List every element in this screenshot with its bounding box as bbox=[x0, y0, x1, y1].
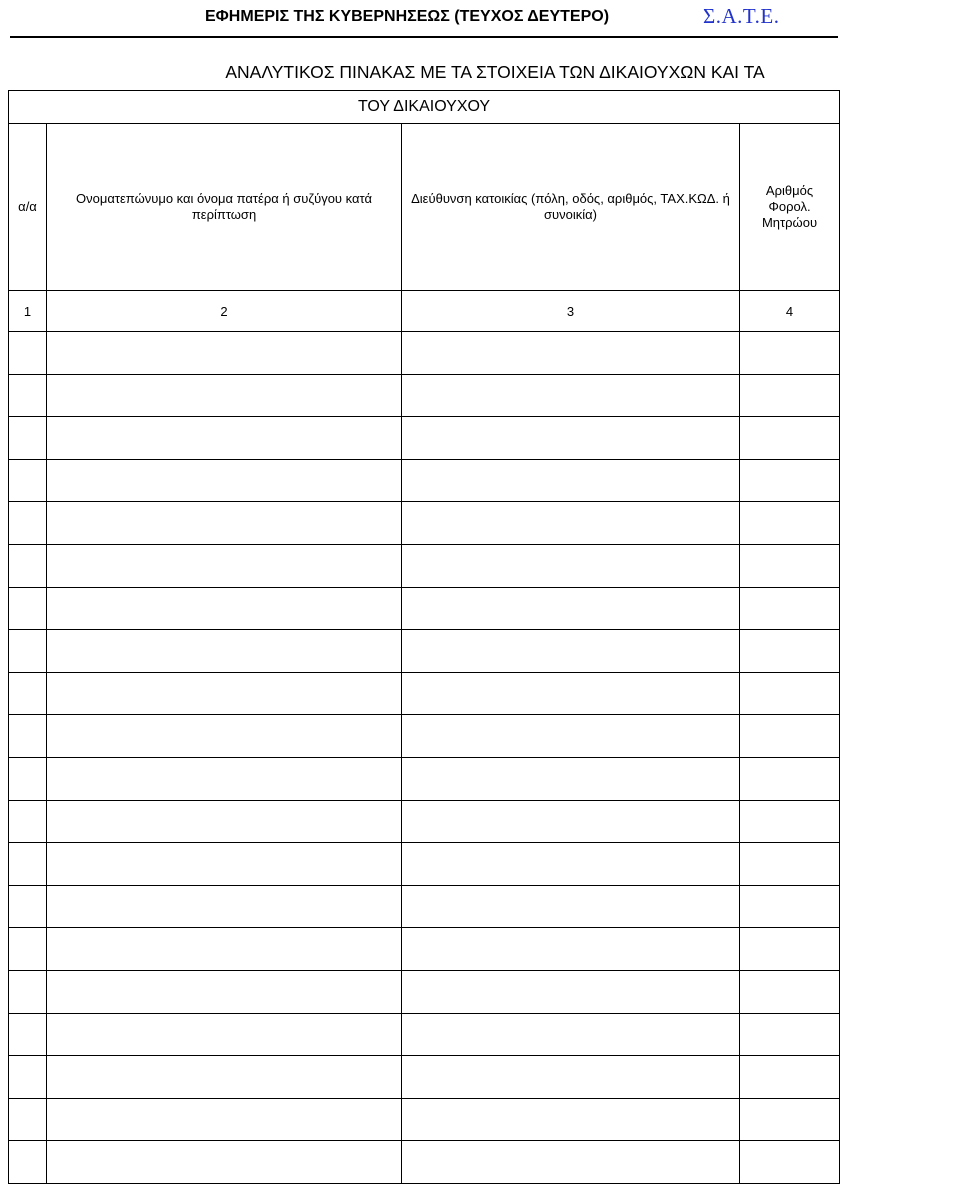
table-cell bbox=[740, 1056, 840, 1099]
table-cell bbox=[9, 1141, 47, 1184]
table-cell bbox=[9, 544, 47, 587]
table-row bbox=[9, 715, 840, 758]
table-row bbox=[9, 672, 840, 715]
table-cell bbox=[740, 885, 840, 928]
table-cell bbox=[402, 332, 740, 375]
table-row bbox=[9, 417, 840, 460]
table-row bbox=[9, 544, 840, 587]
table-cell bbox=[740, 715, 840, 758]
column-header-address: Διεύθυνση κατοικίας (πόλη, οδός, αριθμός, ΤΑΧ.ΚΩΔ. ή συνοικία) bbox=[402, 124, 740, 291]
table-cell bbox=[402, 1013, 740, 1056]
table-title-line1: ΑΝΑΛΥΤΙΚΟΣ ΠΙΝΑΚΑΣ ΜΕ ΤΑ ΣΤΟΙΧΕΙΑ ΤΩΝ ΔΙΚΑΙΟΥΧΩΝ ΚΑΙ ΤΑ bbox=[225, 62, 765, 82]
gazette-header: ΕΦΗΜΕΡΙΣ ΤΗΣ ΚΥΒΕΡΝΗΣΕΩΣ (ΤΕΥΧΟΣ ΔΕΥΤΕΡΟ) bbox=[205, 8, 610, 25]
column-number-4: 4 bbox=[740, 291, 840, 332]
table-cell bbox=[740, 1013, 840, 1056]
table-cell bbox=[47, 800, 402, 843]
table-cell bbox=[47, 459, 402, 502]
table-cell bbox=[740, 757, 840, 800]
table-cell bbox=[47, 374, 402, 417]
table-cell bbox=[740, 1098, 840, 1141]
table-cell bbox=[402, 757, 740, 800]
table-cell bbox=[47, 502, 402, 545]
table-row bbox=[9, 1141, 840, 1184]
table-cell bbox=[9, 459, 47, 502]
table-cell bbox=[47, 587, 402, 630]
beneficiaries-table bbox=[8, 90, 840, 1184]
table-cell bbox=[740, 417, 840, 460]
column-number-1: 1 bbox=[9, 291, 47, 332]
table-cell bbox=[740, 544, 840, 587]
table-cell bbox=[740, 672, 840, 715]
table-cell bbox=[740, 332, 840, 375]
column-header-index: α/α bbox=[9, 124, 47, 291]
column-header-tax-id: Αριθμός Φορολ. Μητρώου bbox=[740, 124, 840, 291]
table-cell bbox=[402, 502, 740, 545]
table-row bbox=[9, 928, 840, 971]
table-cell bbox=[9, 715, 47, 758]
table-cell bbox=[9, 843, 47, 886]
table-row bbox=[9, 459, 840, 502]
table-cell bbox=[402, 800, 740, 843]
table-cell bbox=[47, 715, 402, 758]
table-cell bbox=[402, 1141, 740, 1184]
table-cell bbox=[47, 885, 402, 928]
table-cell bbox=[47, 630, 402, 673]
table-cell bbox=[9, 502, 47, 545]
table-row bbox=[9, 970, 840, 1013]
table-cell bbox=[9, 1013, 47, 1056]
table-cell bbox=[47, 1013, 402, 1056]
column-number-row bbox=[9, 291, 840, 332]
table-header-row bbox=[9, 124, 840, 291]
table-row bbox=[9, 374, 840, 417]
document-code: Σ.Α.Τ.Ε. bbox=[703, 4, 780, 28]
table-cell bbox=[740, 502, 840, 545]
table-cell bbox=[402, 544, 740, 587]
table-cell bbox=[740, 374, 840, 417]
table-cell bbox=[740, 928, 840, 971]
table-cell bbox=[740, 1141, 840, 1184]
table-cell bbox=[9, 928, 47, 971]
table-cell bbox=[47, 757, 402, 800]
table-cell bbox=[9, 672, 47, 715]
table-cell bbox=[740, 630, 840, 673]
table-cell bbox=[47, 544, 402, 587]
table-cell bbox=[9, 970, 47, 1013]
table-cell bbox=[740, 800, 840, 843]
table-row bbox=[9, 1056, 840, 1099]
table-cell bbox=[402, 459, 740, 502]
table-row bbox=[9, 587, 840, 630]
column-number-3: 3 bbox=[402, 291, 740, 332]
column-number-2: 2 bbox=[47, 291, 402, 332]
table-cell bbox=[402, 1056, 740, 1099]
table-cell bbox=[9, 1098, 47, 1141]
table-cell bbox=[402, 715, 740, 758]
table-row bbox=[9, 843, 840, 886]
table-cell bbox=[402, 843, 740, 886]
table-cell bbox=[402, 374, 740, 417]
table-cell bbox=[9, 374, 47, 417]
table-title-line2: ΤΟΥ ΔΙΚΑΙΟΥΧΟΥ bbox=[9, 91, 840, 124]
table-cell bbox=[9, 757, 47, 800]
table-cell bbox=[402, 672, 740, 715]
table-row bbox=[9, 885, 840, 928]
table-cell bbox=[47, 970, 402, 1013]
table-cell bbox=[402, 928, 740, 971]
table-cell bbox=[740, 459, 840, 502]
table-cell bbox=[47, 1098, 402, 1141]
table-cell bbox=[9, 800, 47, 843]
table-row bbox=[9, 630, 840, 673]
table-cell bbox=[402, 417, 740, 460]
table-cell bbox=[402, 630, 740, 673]
table-row bbox=[9, 502, 840, 545]
table-cell bbox=[740, 970, 840, 1013]
table-cell bbox=[402, 885, 740, 928]
table-cell bbox=[402, 1098, 740, 1141]
table-cell bbox=[47, 1056, 402, 1099]
table-cell bbox=[47, 1141, 402, 1184]
table-row bbox=[9, 1098, 840, 1141]
table-cell bbox=[9, 630, 47, 673]
column-header-name: Ονοματεπώνυμο και όνομα πατέρα ή συζύγου κατά περίπτωση bbox=[47, 124, 402, 291]
table-cell bbox=[9, 885, 47, 928]
header-divider bbox=[10, 36, 838, 38]
table-cell bbox=[47, 928, 402, 971]
table-cell bbox=[47, 672, 402, 715]
table-cell bbox=[9, 1056, 47, 1099]
table-cell bbox=[9, 587, 47, 630]
table-row bbox=[9, 757, 840, 800]
table-cell bbox=[402, 970, 740, 1013]
table-row bbox=[9, 800, 840, 843]
table-cell bbox=[402, 587, 740, 630]
table-row bbox=[9, 332, 840, 375]
table-row bbox=[9, 1013, 840, 1056]
table-cell bbox=[9, 332, 47, 375]
table-cell bbox=[47, 843, 402, 886]
table-cell bbox=[47, 332, 402, 375]
table-cell bbox=[9, 417, 47, 460]
table-cell bbox=[740, 843, 840, 886]
table-cell bbox=[740, 587, 840, 630]
table-cell bbox=[47, 417, 402, 460]
